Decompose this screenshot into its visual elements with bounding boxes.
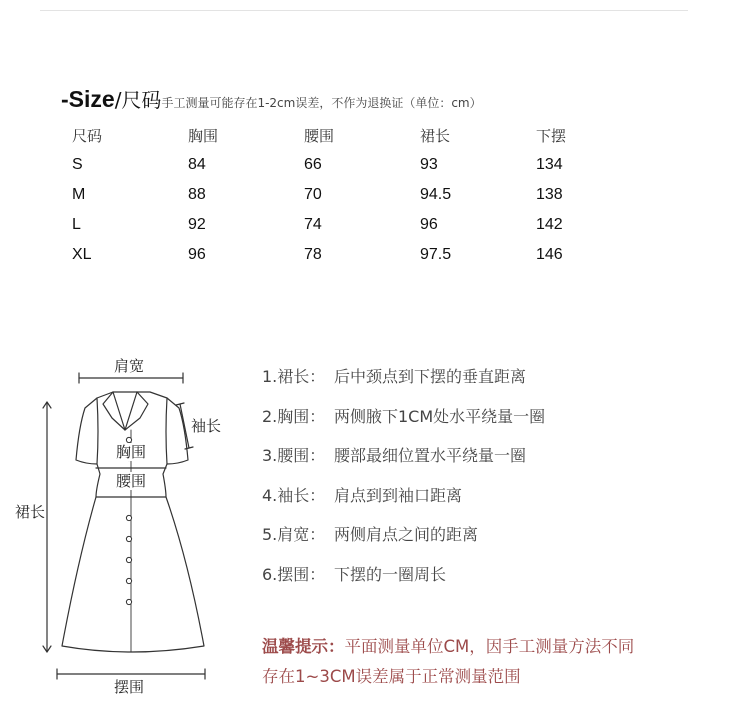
table-cell: 97.5	[420, 246, 452, 263]
definition-item	[262, 404, 545, 444]
table-cell: XL	[72, 246, 92, 263]
definition-text: 腰部最细位置水平绕量一圈	[334, 446, 527, 466]
table-cell: S	[72, 156, 83, 173]
tip-text-2: 存在1~3CM误差属于正常测量范围	[262, 667, 521, 686]
header-hem: 下摆	[536, 126, 567, 145]
header-size: 尺码	[72, 126, 103, 145]
definition-text: 后中颈点到下摆的垂直距离	[334, 367, 527, 386]
definition-item	[262, 522, 545, 562]
table-cell: 146	[536, 246, 563, 263]
definition-item	[262, 443, 545, 483]
tip-label: 温馨提示：	[262, 637, 345, 656]
table-header-row	[72, 120, 616, 150]
measurement-note: 手工测量可能存在1-2cm误差，不作为退换证（单位：cm）	[161, 96, 482, 110]
measurement-definitions	[262, 364, 545, 602]
header-waist: 腰围	[304, 126, 335, 145]
table-cell: 96	[188, 246, 206, 263]
table-row	[72, 180, 616, 210]
dress-outline	[62, 392, 204, 652]
table-row	[72, 240, 616, 270]
tip-text-1: 平面测量单位CM，因手工测量方法不同	[344, 637, 635, 656]
header-length: 裙长	[420, 126, 451, 145]
table-cell: 92	[188, 216, 206, 233]
table-cell: 142	[536, 216, 563, 233]
table-row	[72, 210, 616, 240]
definition-label: 4.袖长：	[262, 485, 326, 505]
table-cell: 94.5	[420, 186, 452, 203]
definition-item	[262, 562, 545, 602]
size-heading	[61, 84, 482, 113]
dress-collar	[113, 392, 137, 430]
label-waist: 腰围	[116, 472, 147, 490]
definition-text: 下摆的一圈周长	[334, 564, 447, 584]
table-cell: 84	[188, 156, 206, 173]
warm-tip	[262, 632, 634, 692]
table-cell: 93	[420, 156, 438, 173]
definition-text: 两侧肩点之间的距离	[334, 525, 479, 545]
label-length: 裙长	[15, 503, 46, 521]
size-title-cn: /尺码	[114, 88, 162, 112]
table-cell: 70	[304, 186, 322, 203]
size-chart-table	[72, 120, 616, 270]
length-measure-line	[43, 402, 51, 652]
definition-item	[262, 364, 545, 404]
table-row	[72, 150, 616, 180]
definition-text: 肩点到到袖口距离	[334, 485, 463, 505]
table-cell: M	[72, 186, 86, 203]
header-chest: 胸围	[188, 126, 219, 145]
definition-item	[262, 483, 545, 523]
definition-label: 5.肩宽：	[262, 525, 326, 545]
definition-label: 2.胸围：	[262, 406, 326, 426]
label-hem: 摆围	[114, 678, 145, 696]
label-shoulder: 肩宽	[114, 357, 145, 375]
table-cell: 134	[536, 156, 563, 173]
top-divider	[40, 10, 688, 11]
definition-label: 3.腰围：	[262, 446, 326, 466]
label-sleeve: 袖长	[191, 417, 222, 435]
definition-text: 两侧腋下1CM处水平绕量一圈	[334, 406, 546, 426]
dress-diagram	[0, 340, 240, 707]
table-cell: 88	[188, 186, 206, 203]
definition-label: 6.摆围：	[262, 564, 326, 584]
table-cell: L	[72, 216, 81, 233]
table-cell: 138	[536, 186, 563, 203]
definition-label: 1.裙长：	[262, 367, 326, 386]
tip-line-1	[262, 632, 634, 662]
table-cell: 74	[304, 216, 322, 233]
table-cell: 96	[420, 216, 438, 233]
size-title-en: -Size	[61, 86, 115, 112]
table-cell: 66	[304, 156, 322, 173]
label-chest: 胸围	[116, 443, 147, 461]
table-cell: 78	[304, 246, 322, 263]
